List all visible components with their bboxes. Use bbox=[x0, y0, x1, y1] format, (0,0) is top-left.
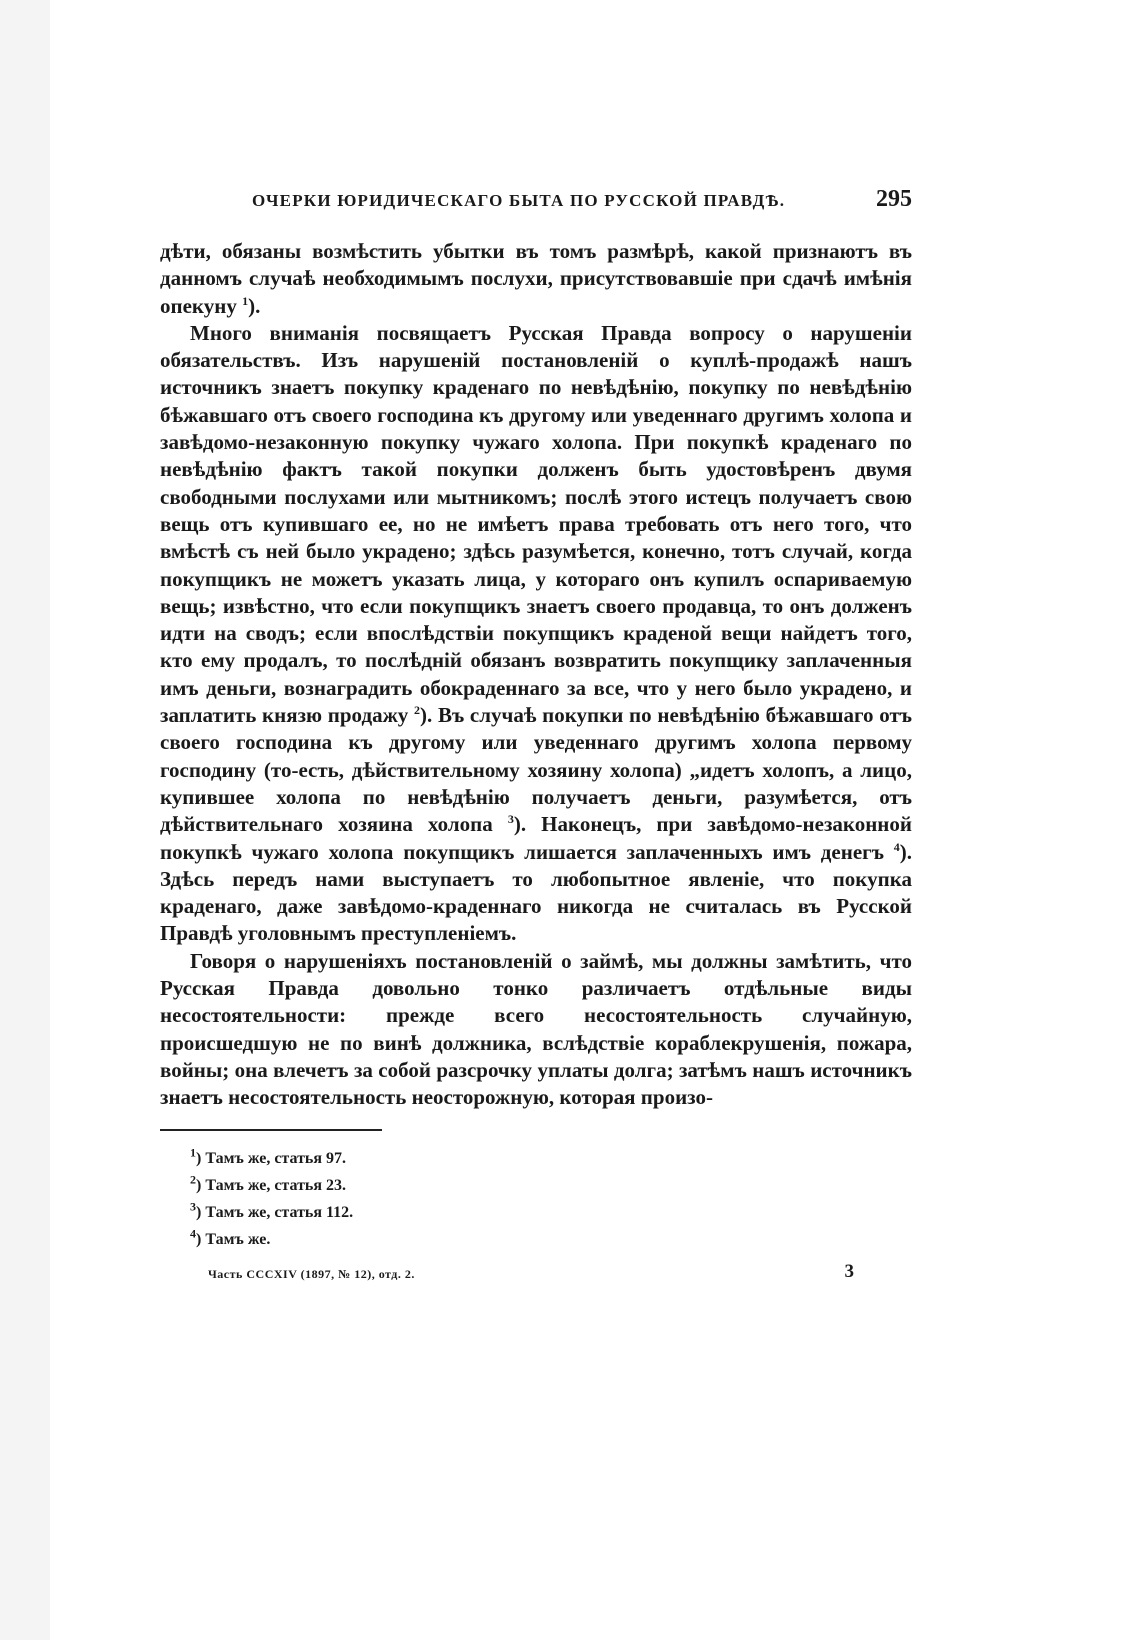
footnote-ref-1: 1 bbox=[242, 293, 249, 308]
paragraph-1-text: дѣти, обязаны возмѣстить убытки въ томъ размѣрѣ, какой признаютъ въ данномъ случаѣ необходимымъ послухи, присутствовавшіе при сдачѣ имѣнія опекуну bbox=[160, 239, 912, 318]
footnote-mark: 1 bbox=[190, 1145, 196, 1160]
paragraph-2-part-c: ). Наконецъ, при завѣдомо-незаконной покупкѣ чужаго холопа покупщикъ лишается заплаченныхъ имъ денегъ bbox=[160, 812, 912, 864]
paragraph-2-part-d: ). Здѣсь передъ нами выступаетъ то любопытное явленіе, что покупка краденаго, даже завѣдомо-краденнаго никогда не считалась въ Русской Правдѣ уголовнымъ преступленіемъ. bbox=[160, 839, 912, 946]
footnote-text: ) Тамъ же, статья 23. bbox=[196, 1176, 347, 1194]
scan-margin bbox=[0, 0, 50, 1640]
footnote-text: ) Тамъ же. bbox=[196, 1230, 271, 1248]
paragraph-1 bbox=[160, 238, 912, 320]
footnote-divider bbox=[160, 1129, 382, 1131]
footnote-mark: 4 bbox=[190, 1226, 196, 1241]
signature-text: Часть CCCXIV (1897, № 12), отд. 2. bbox=[208, 1266, 415, 1281]
page-header bbox=[160, 186, 912, 238]
signature-number: 3 bbox=[844, 1260, 854, 1282]
footnote-text: ) Тамъ же, статья 112. bbox=[196, 1203, 354, 1221]
running-title: ОЧЕРКИ ЮРИДИЧЕСКАГО БЫТА ПО РУССКОЙ ПРАВДѢ. bbox=[252, 191, 786, 210]
footnote-ref-2: 2 bbox=[414, 703, 421, 718]
footnote-mark: 3 bbox=[190, 1199, 196, 1214]
page-number: 295 bbox=[876, 186, 912, 212]
footnote-mark: 2 bbox=[190, 1172, 196, 1187]
body-text bbox=[160, 238, 912, 1112]
footnote bbox=[190, 1172, 912, 1199]
paragraph-3: Говоря о нарушеніяхъ постановленій о займѣ, мы должны замѣтить, что Русская Правда довольно тонко различаетъ отдѣльные виды несостоятельности: прежде всего несостоятельность случайную, происшедшую не по винѣ должника, вслѣдствіе кораблекрушенія, пожара, войны; она влечетъ за собой разсрочку уплаты долга; затѣмъ нашъ источникъ знаетъ несостоятельность неосторожную, которая произо- bbox=[160, 948, 912, 1110]
text-column bbox=[160, 186, 912, 1283]
footnotes bbox=[160, 1145, 912, 1253]
paragraph-2-part-a: Много вниманія посвящаетъ Русская Правда вопросу о нарушеніи обязательствъ. Изъ нарушеній постановленій о куплѣ-продажѣ нашъ источникъ знаетъ покупку краденаго по невѣдѣнію, покупку по невѣдѣнію бѣжавшаго отъ своего господина къ другому или уведеннаго другимъ холопа и завѣдомо-незаконную покупку чужаго холопа. При покупкѣ краденаго по невѣдѣнію фактъ такой покупки долженъ быть удостовѣренъ двумя свободными послухами или мытникомъ; послѣ этого истецъ получаетъ свою вещь отъ купившаго ее, но не имѣетъ права требовать отъ него того, что вмѣстѣ съ ней было украдено; здѣсь разумѣется, конечно, тотъ случай, когда покупщикъ не можетъ указать лица, у котораго онъ купилъ оспариваемую вещь; извѣстно, что если покупщикъ знаетъ своего продавца, то онъ долженъ идти на сводъ; если впослѣдствіи покупщикъ краденой вещи найдетъ того, кто ему продалъ, то послѣдній обязанъ возвратить покупщику заплаченныя имъ деньги, вознаградить обокраденнаго за все, что у него было украдено, и заплатить князю продажу bbox=[160, 320, 912, 728]
footnote-ref-4: 4 bbox=[893, 839, 900, 854]
footnote bbox=[190, 1226, 912, 1253]
paragraph-2-part-b: ). Въ случаѣ покупки по невѣдѣнію бѣжавшаго отъ своего господина къ другому или уведеннаго другимъ холопа первому господину (то-есть, дѣйствительному хозяину холопа) „идетъ холопъ, а лицо, купившее холопа по невѣдѣнію получаетъ деньги, разумѣется, отъ дѣйствительнаго хозяина холопа bbox=[160, 703, 913, 837]
footnote bbox=[190, 1145, 912, 1172]
footnote bbox=[190, 1199, 912, 1226]
paragraph-2 bbox=[160, 320, 912, 948]
printer-signature-line bbox=[160, 1261, 912, 1283]
paragraph-1-tail: ). bbox=[248, 293, 261, 318]
footnote-ref-3: 3 bbox=[507, 812, 514, 827]
footnote-text: ) Тамъ же, статья 97. bbox=[196, 1149, 347, 1167]
